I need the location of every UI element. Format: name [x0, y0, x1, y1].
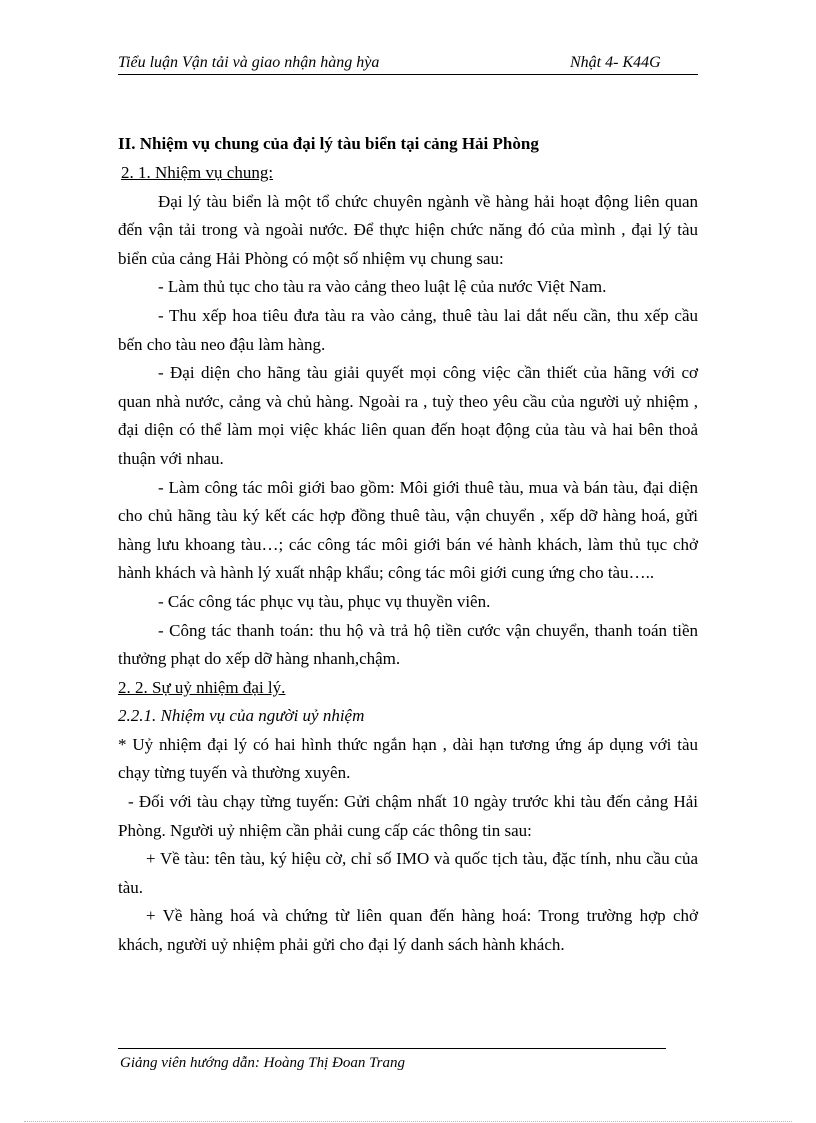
footer-instructor: Giảng viên hướng dẫn: Hoàng Thị Đoan Trang: [120, 1055, 405, 1071]
paragraph-intro: Đại lý tàu biển là một tổ chức chuyên ngành về hàng hải hoạt động liên quan đến vận tải trong và ngoài nước. Để thực hiện chức năng đó của mình , đại lý tàu biển của cảng Hải Phòng có một số nhiệm vụ chung sau:: [118, 191, 698, 268]
paragraph-ship: + Về tàu: tên tàu, ký hiệu cờ, chỉ số IMO và quốc tịch tàu, đặc tính, nhu cầu của tàu.: [118, 849, 698, 897]
subsection-heading: [118, 674, 698, 703]
subsection-heading: [118, 159, 698, 188]
footer-divider: [118, 1048, 666, 1049]
duty-item: - Làm công tác môi giới bao gồm: Môi giới thuê tàu, mua và bán tàu, đại diện cho chủ hãng tàu ký kết các hợp đồng thuê tàu, vận chuyển , xếp dỡ hàng hoá, gửi hàng lưu khoang tàu…; các công tác môi giới bán vé hành khách, làm thủ tục chở hành khách và hành lý xuất nhập khẩu; công tác môi giới cung ứng cho tàu…..: [118, 477, 698, 583]
paragraph-route: - Đối với tàu chạy từng tuyến: Gửi chậm nhất 10 ngày trước khi tàu đến cảng Hải Phòng. Người uỷ nhiệm cần phải cung cấp các thông tin sau:: [118, 792, 698, 840]
header-title: Tiểu luận Vận tải và giao nhận hàng hỳa: [118, 54, 380, 71]
page-bottom-border: [24, 1121, 792, 1122]
duty-item: - Làm thủ tục cho tàu ra vào cảng theo luật lệ của nước Việt Nam.: [158, 277, 607, 297]
duty-item: - Các công tác phục vụ tàu, phục vụ thuyền viên.: [158, 591, 491, 611]
duty-item: - Công tác thanh toán: thu hộ và trả hộ tiền cước vận chuyển, thanh toán tiền thưởng phạt do xếp dỡ hàng nhanh,chậm.: [118, 620, 698, 669]
document-body: [118, 129, 698, 960]
paragraph-cargo: + Về hàng hoá và chứng từ liên quan đến hàng hoá: Trong trường hợp chở khách, người uỷ nhiệm phải gửi cho đại lý danh sách hành khách.: [118, 906, 698, 955]
paragraph-star: * Uỷ nhiệm đại lý có hai hình thức ngắn hạn , dài hạn tương ứng áp dụng với tàu chạy từng tuyến và thường xuyên.: [118, 734, 698, 783]
duty-item: - Thu xếp hoa tiêu đưa tàu ra vào cảng, thuê tàu lai dắt nếu cần, thu xếp cầu bến cho tàu neo đậu làm hàng.: [118, 305, 698, 354]
duty-item: - Đại diện cho hãng tàu giải quyết mọi công việc cần thiết của hãng với cơ quan nhà nước, cảng và chủ hàng. Ngoài ra , tuỳ theo yêu cầu của người uỷ nhiệm , đại diện có thể làm mọi việc khác liên quan đến hoạt động của tàu và hai bên thoả thuận với nhau.: [118, 363, 698, 468]
page-header: [118, 52, 698, 75]
subsection-2-1: 2. 1. Nhiệm vụ chung:: [121, 163, 274, 182]
section-title: II. Nhiệm vụ chung của đại lý tàu biển tại cảng Hải Phòng: [118, 134, 539, 153]
subsection-2-2: 2. 2. Sự uỷ nhiệm đại lý.: [118, 677, 286, 697]
header-author: Nhật 4- K44G: [570, 54, 661, 71]
subsection-2-2-1: 2.2.1. Nhiệm vụ của người uỷ nhiệm: [118, 706, 365, 726]
